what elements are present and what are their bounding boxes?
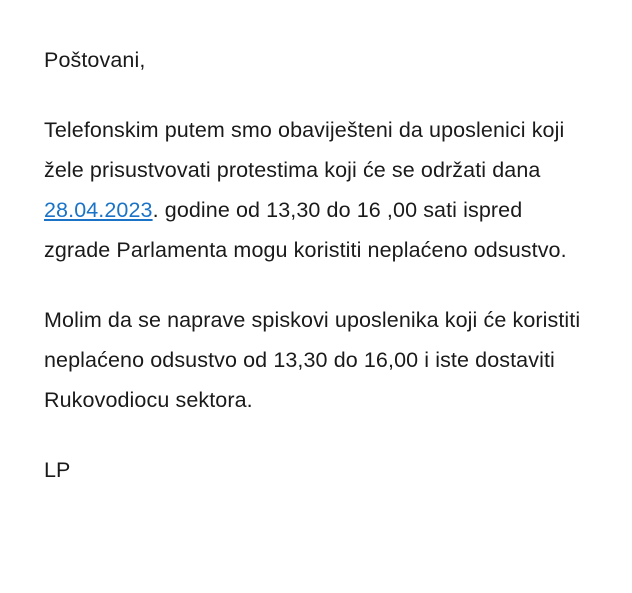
paragraph-employee-lists: Molim da se naprave spiskovi uposlenika koji će koristiti neplaćeno odsustvo od 13,30 do 16,00 i iste dostaviti Rukovodiocu sektora.: [44, 308, 581, 412]
greeting-text: Poštovani,: [44, 48, 146, 72]
paragraph-1-text-after-date: . godine od 13,30 do 16 ,00 sati ispred zgrade Parlamenta mogu koristiti neplaćeno odsustvo.: [44, 198, 567, 262]
protest-date-link[interactable]: 28.04.2023: [44, 198, 153, 222]
paragraph-protest-notice: [44, 110, 588, 270]
page-bottom-edge: [0, 589, 632, 593]
signature-text: LP: [44, 458, 71, 482]
paragraph-1-text-before-date: Telefonskim putem smo obaviješteni da uposlenici koji žele prisustvovati protestima koji će se održati dana: [44, 118, 565, 182]
